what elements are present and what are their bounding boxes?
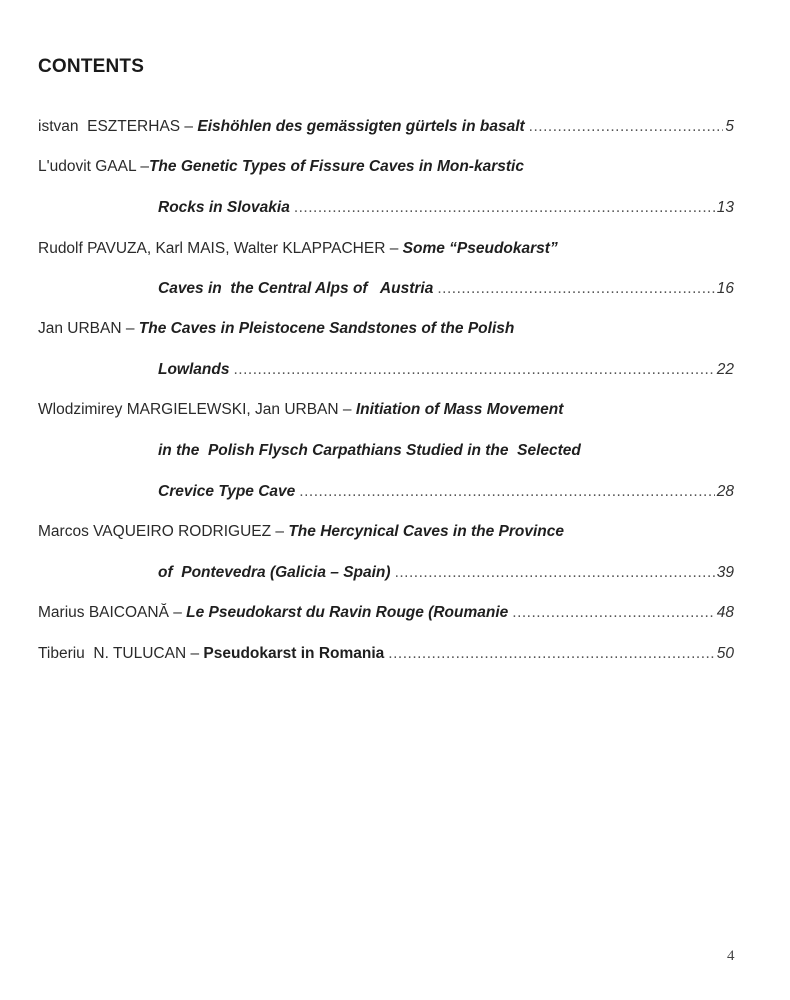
toc-entry — [38, 320, 734, 342]
dot-leader — [294, 199, 715, 217]
entry-author: Rudolf PAVUZA, Karl MAIS, Walter KLAPPACHER – — [38, 240, 403, 257]
toc-entry — [38, 158, 734, 180]
entry-title: Eishöhlen des gemässigten gürtels in basalt — [197, 118, 525, 135]
entry-title: Some “Pseudokarst” — [402, 240, 558, 257]
entry-author: L'udovit GAAL – — [38, 158, 149, 175]
dot-leader — [512, 604, 714, 622]
dot-leader — [395, 564, 715, 582]
entry-title: Lowlands — [158, 361, 230, 378]
entry-page: 5 — [725, 118, 734, 135]
toc-entry — [38, 645, 734, 667]
entry-page: 16 — [716, 280, 734, 297]
toc-entry — [38, 523, 734, 545]
dot-leader — [529, 118, 724, 136]
entry-title: Pseudokarst in Romania — [203, 645, 385, 662]
entry-title: of Pontevedra (Galicia – Spain) — [158, 564, 391, 581]
entry-page: 13 — [716, 199, 734, 216]
entry-title: Caves in the Central Alps of Austria — [158, 280, 434, 297]
entry-title: The Genetic Types of Fissure Caves in Mon-karstic — [148, 158, 524, 175]
entry-title: The Hercynical Caves in the Province — [288, 523, 565, 540]
toc-entry-continuation — [158, 199, 734, 221]
entry-page: 48 — [716, 604, 734, 621]
entry-page: 28 — [716, 483, 734, 500]
toc-entry-continuation — [158, 483, 734, 505]
entry-title: Initiation of Mass Movement — [355, 401, 564, 418]
entry-page: 22 — [716, 361, 734, 378]
entry-title: Le Pseudokarst du Ravin Rouge (Roumanie — [186, 604, 509, 621]
dot-leader — [437, 280, 714, 298]
entry-author: Marius BAICOANĂ – — [38, 604, 187, 621]
toc-entry — [38, 401, 734, 423]
entry-author: Tiberiu N. TULUCAN – — [38, 645, 204, 662]
toc-entry-continuation — [158, 280, 734, 302]
dot-leader — [233, 361, 714, 379]
entry-author: istvan ESZTERHAS – — [38, 118, 198, 135]
entry-title: Crevice Type Cave — [158, 483, 296, 500]
toc-entry-continuation — [158, 361, 734, 383]
toc-entry-continuation — [158, 442, 734, 464]
entry-page: 50 — [716, 645, 734, 662]
toc-entry — [38, 118, 734, 140]
entry-author: Jan URBAN – — [38, 320, 139, 337]
page-heading: CONTENTS — [38, 56, 145, 77]
entry-author: Marcos VAQUEIRO RODRIGUEZ – — [38, 523, 289, 540]
entry-title: Rocks in Slovakia — [158, 199, 290, 216]
toc-entry — [38, 240, 734, 262]
entry-author: Wlodzimirey MARGIELEWSKI, Jan URBAN – — [38, 401, 356, 418]
dot-leader — [388, 645, 714, 663]
page-number: 4 — [727, 948, 735, 964]
entry-title: The Caves in Pleistocene Sandstones of the Polish — [138, 320, 515, 337]
toc-entry-continuation — [158, 564, 734, 586]
toc-entry — [38, 604, 734, 626]
entry-title: in the Polish Flysch Carpathians Studied in the Selected — [158, 442, 581, 459]
entry-page: 39 — [716, 564, 734, 581]
dot-leader — [299, 483, 714, 501]
